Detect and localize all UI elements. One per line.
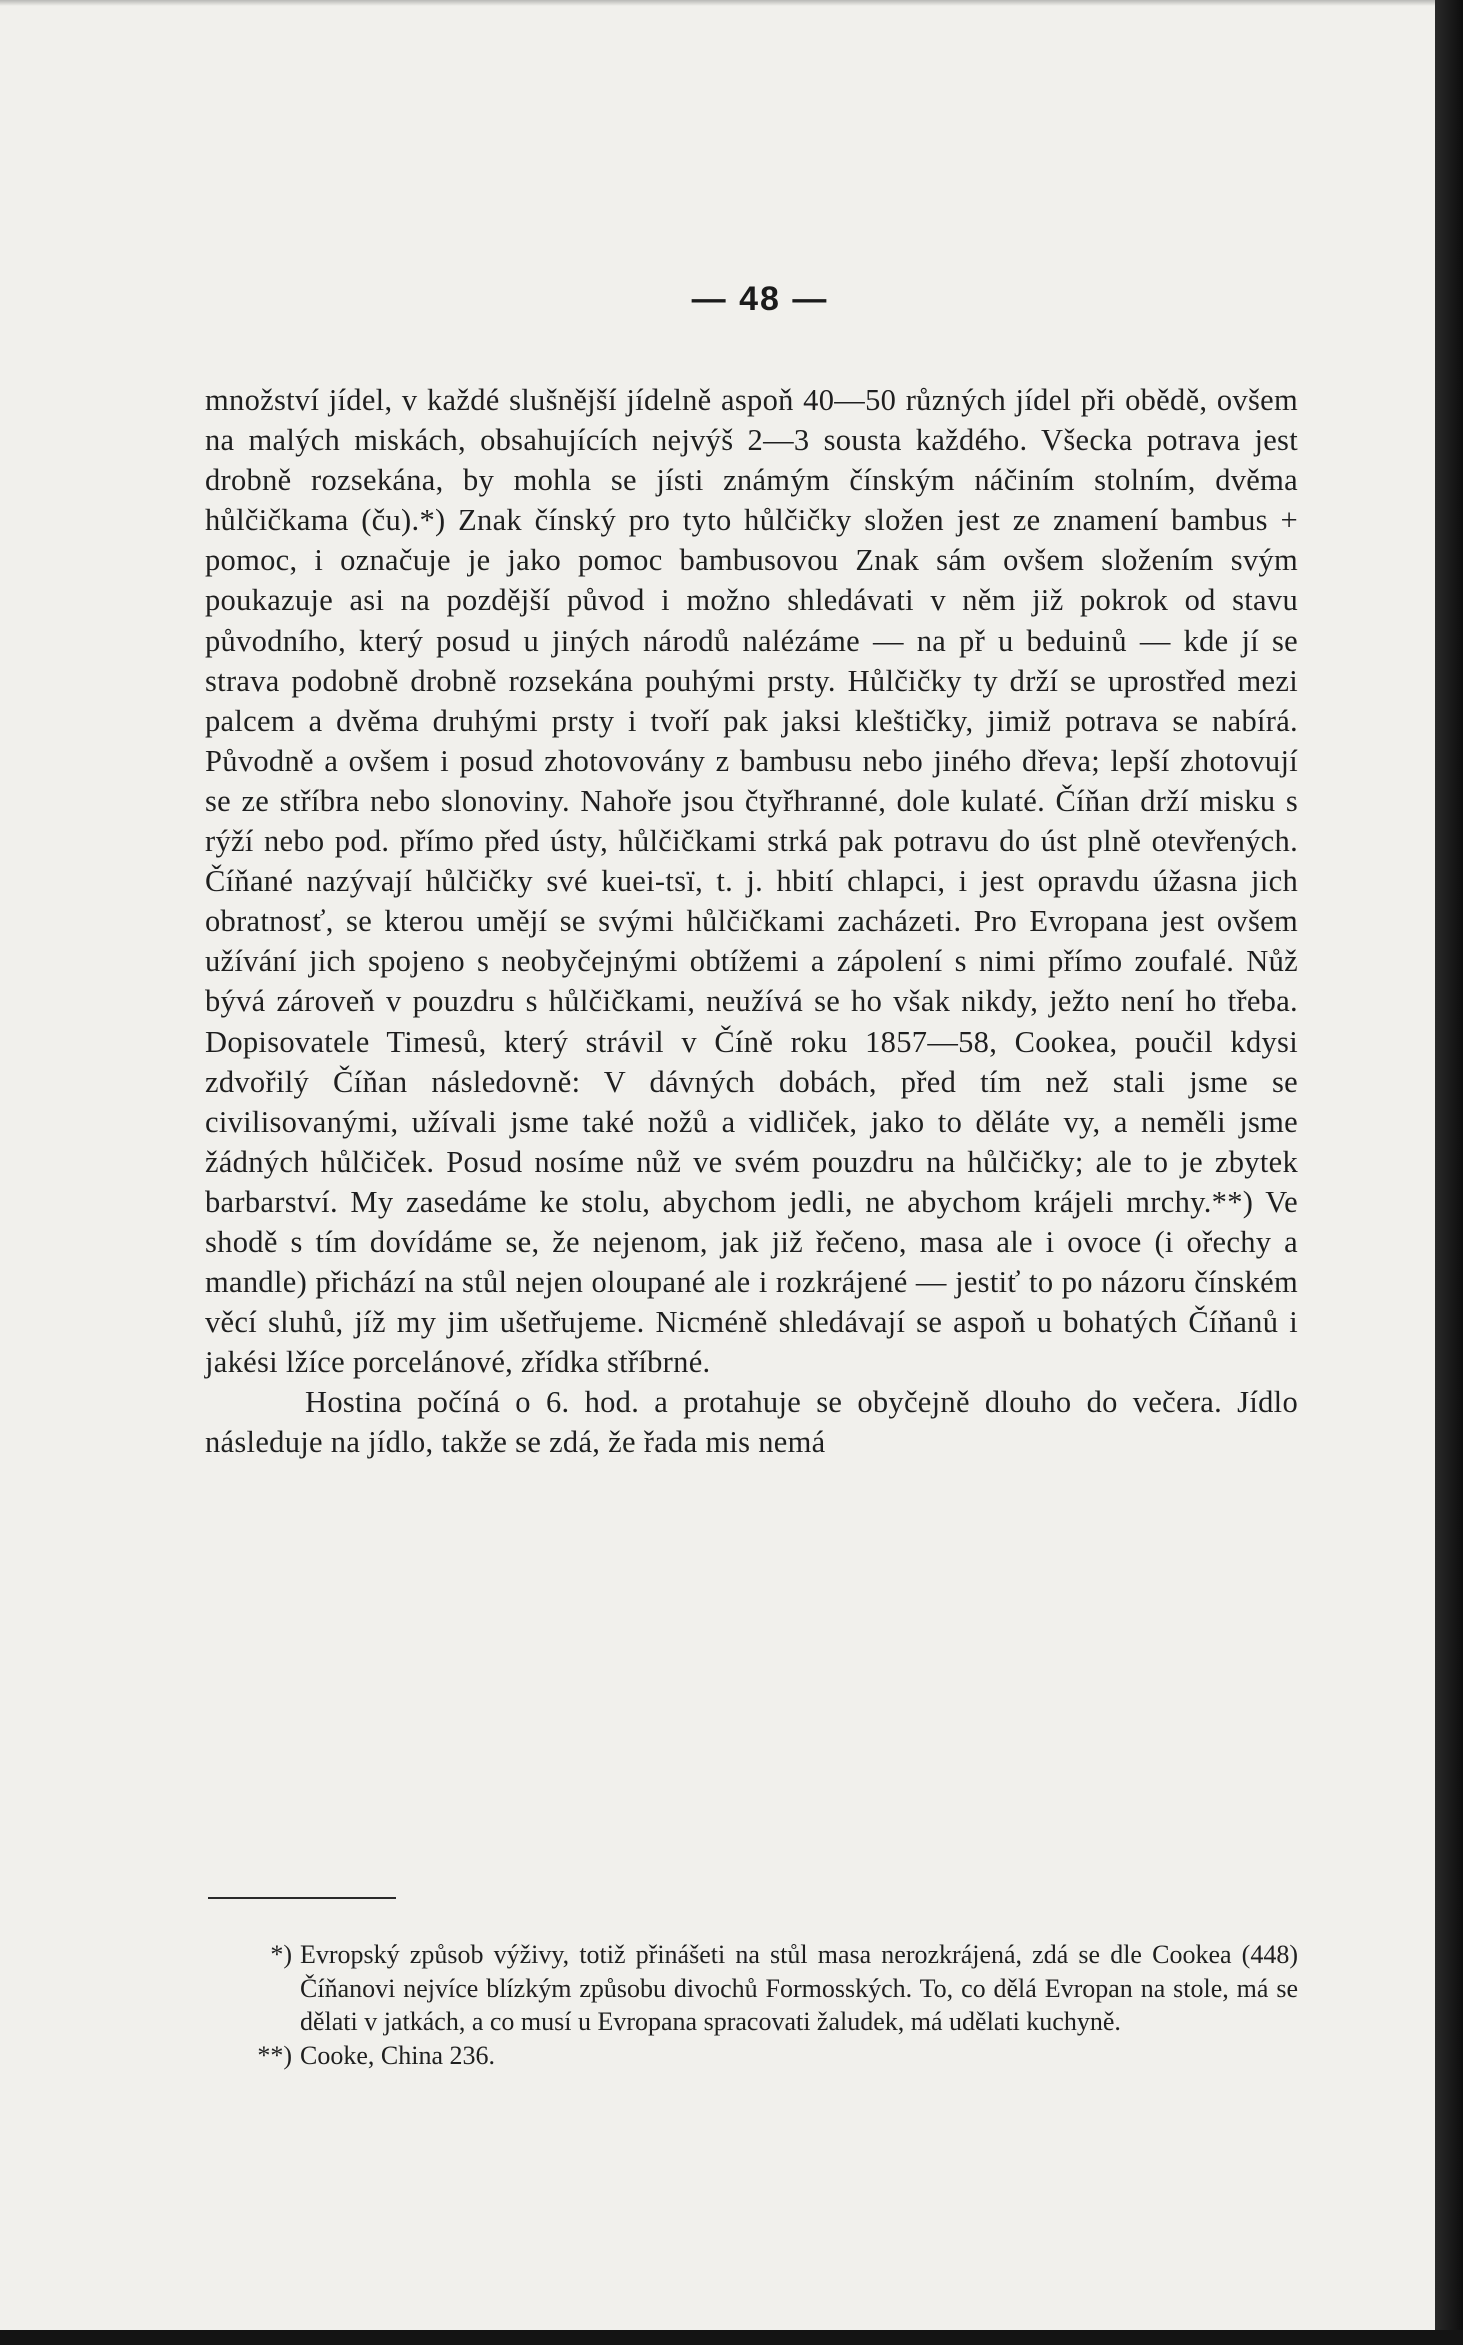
body-paragraph-1: množství jídel, v každé slušnější jídelně aspoň 40—50 různých jídel při obědě, ovšem na malých miskách, obsahujících nejvýš 2—3 sousta každého. Všecka potrava jest drobně rozsekána, by mohla se jísti známým čínským náčiním stolním, dvěma hůlčičkama (ču).*) Znak čínský pro tyto hůlčičky složen jest ze znamení bambus + pomoc, i označuje je jako pomoc bambusovou Znak sám ovšem složením svým poukazuje asi na pozdější původ i možno shledávati v něm již pokrok od stavu původního, který posud u jiných národů nalézáme — na př u beduinů — kde jí se strava podobně drobně rozsekána pouhými prsty. Hůlčičky ty drží se uprostřed mezi palcem a dvěma druhými prsty i tvoří pak jaksi kleštičky, jimiž potrava se nabírá. Původně a ovšem i posud zhotovovány z bambusu nebo jiného dřeva; lepší zhotovují se ze stříbra nebo slonoviny. Nahoře jsou čtyřhranné, dole kulaté. Číňan drží misku s rýží nebo pod. přímo před ústy, hůlčičkami strká pak potravu do úst plně otevřených. Číňané nazývají hůlčičky své kuei-tsï, t. j. hbití chlapci, i jest opravdu úžasna jich obratnosť, se kterou umějí se svými hůlčičkami zacházeti. Pro Evropana jest ovšem užívání jich spojeno s neobyčejnými obtížemi a zápolení s nimi přímo zoufalé. Nůž bývá zároveň v pouzdru s hůlčičkami, neužívá se ho však nikdy, ježto není ho třeba. Dopisovatele Timesů, který strávil v Číně roku 1857—58, Cookea, poučil kdysi zdvořilý Číňan následovně: V dávných dobách, před tím než stali jsme se civilisovanými, užívali jsme také nožů a vidliček, jako to děláte vy, a neměli jsme žádných hůlčiček. Posud nosíme nůž ve svém pouzdru na hůlčičky; ale to je zbytek barbarství. My zasedáme ke stolu, abychom jedli, ne abychom krájeli mrchy.**) Ve shodě s tím dovídáme se, že nejenom, jak již řečeno, masa ale i ovoce (i ořechy a mandle) přichází na stůl nejen oloupané ale i rozkrájené — jestiť to po názoru čínském věcí sluhů, jíž my jim ušetřujeme. Nicméně shledávají se aspoň u bohatých Číňanů i jakési lžíce porcelánové, zřídka stříbrné. [205,383,1298,1380]
page-number: — 48 — [691,280,829,318]
body-paragraph-2: Hostina počíná o 6. hod. a protahuje se obyčejně dlouho do večera. Jídlo následuje na jídlo, takže se zdá, že řada mis nemá [205,1385,1298,1460]
footnote-separator [208,1897,396,1899]
footnote-2 [205,2039,1298,2073]
footnote-1 [205,1938,1298,2039]
scan-edge-right [1435,0,1463,2345]
main-text [205,380,1298,1463]
footnote-2-text: Cooke, China 236. [300,2040,495,2070]
scan-edge-bottom [0,2330,1463,2345]
page-top-shadow [0,0,1435,6]
footnotes [205,1938,1298,2072]
footnote-1-text: Evropský způsob výživy, totiž přinášeti na stůl masa nerozkrájená, zdá se dle Cookea (448) Číňanovi nejvíce blízkým způsobu divochů Formosských. To, co dělá Evropan na stole, má se dělati v jatkách, a co musí u Evropana spracovati žaludek, má udělati kuchyně. [300,1940,1298,2036]
footnote-1-mark: *) [270,1940,292,1969]
footnote-2-mark: **) [257,2040,292,2070]
